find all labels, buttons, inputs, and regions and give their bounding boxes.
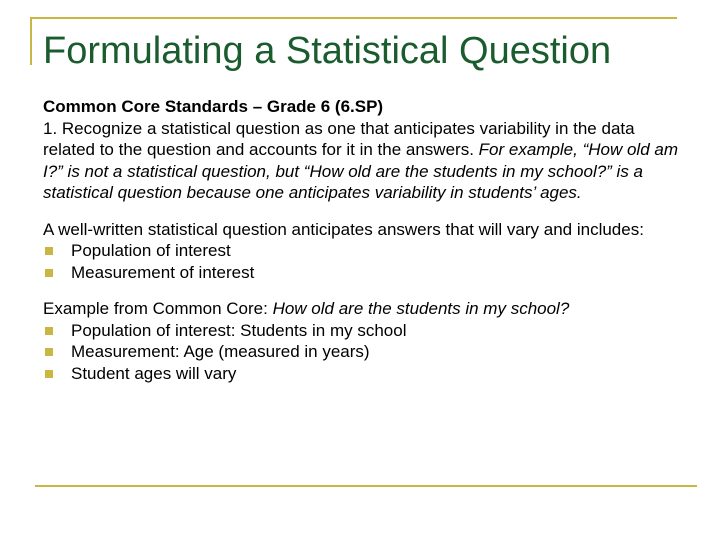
- well-written-intro: A well-written statistical question anticipates answers that will vary and includes:: [43, 219, 644, 239]
- example-prefix: Example from Common Core:: [43, 299, 273, 318]
- bullet-text: Population of interest: Students in my school: [71, 320, 407, 340]
- list-item: [43, 320, 683, 342]
- bullet-text: Population of interest: [71, 241, 231, 260]
- standards-item-example: For example, “How old am I?” is not a statistical question, but “How old are the students in my school?” is a statistical question because one anticipates variability in students’ ages.: [43, 140, 678, 202]
- bullet-text: Measurement of interest: [71, 262, 255, 282]
- slide-title: Formulating a Statistical Question: [43, 30, 612, 72]
- title-frame-left-rule: [30, 17, 32, 65]
- square-bullet-icon: [45, 370, 53, 378]
- bottom-rule: [35, 485, 697, 487]
- slide-body: [43, 96, 683, 384]
- list-item: [43, 262, 683, 284]
- list-item: [43, 240, 683, 262]
- bullet-text: Measurement: Age (measured in years): [71, 342, 370, 361]
- list-item: [43, 363, 683, 385]
- square-bullet-icon: [45, 348, 53, 356]
- square-bullet-icon: [45, 327, 53, 335]
- square-bullet-icon: [45, 269, 53, 277]
- standards-item-text: 1. Recognize a statistical question as one that anticipates variability in the data related to the question and accounts for it in the answers.: [43, 118, 635, 159]
- list-item: [43, 341, 683, 363]
- example-question: How old are the students in my school?: [272, 299, 570, 318]
- example-intro: [43, 298, 683, 320]
- title-frame-top-rule: [30, 17, 677, 19]
- standards-item: [43, 118, 683, 204]
- square-bullet-icon: [45, 247, 53, 255]
- standards-heading: Common Core Standards – Grade 6 (6.SP): [43, 97, 384, 116]
- bullet-text: Student ages will vary: [71, 363, 237, 383]
